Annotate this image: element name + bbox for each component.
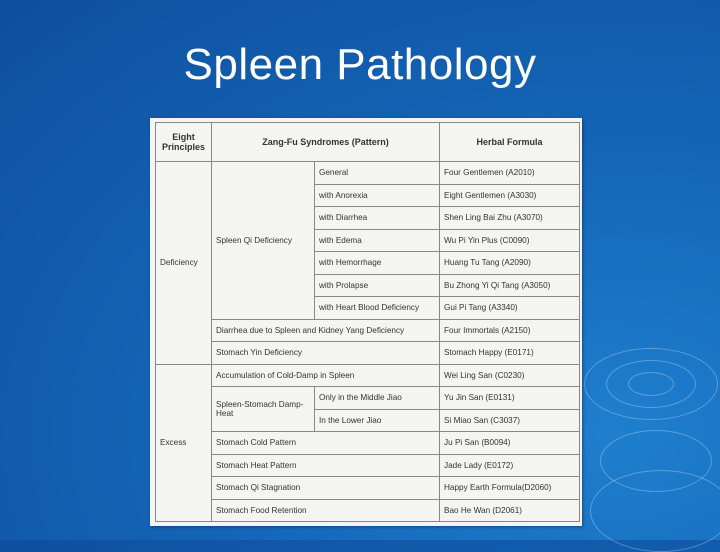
pattern-cell: Stomach Heat Pattern — [212, 454, 440, 477]
pattern-cell: with Diarrhea — [315, 207, 440, 230]
table-row — [156, 387, 580, 410]
group-spleen-qi-deficiency: Spleen Qi Deficiency — [212, 162, 315, 320]
pattern-cell: Stomach Food Retention — [212, 499, 440, 522]
spleen-pathology-table — [155, 122, 580, 522]
pattern-cell: with Edema — [315, 229, 440, 252]
formula-cell: Yu Jin San (E0131) — [440, 387, 580, 410]
header-eight-principles: Eight Principles — [156, 123, 212, 162]
table-row — [156, 477, 580, 500]
pattern-cell: Stomach Yin Deficiency — [212, 342, 440, 365]
scanned-table-image — [150, 118, 582, 526]
formula-cell: Stomach Happy (E0171) — [440, 342, 580, 365]
pattern-cell: with Anorexia — [315, 184, 440, 207]
formula-cell: Gui Pi Tang (A3340) — [440, 297, 580, 320]
formula-cell: Jade Lady (E0172) — [440, 454, 580, 477]
pattern-cell: Stomach Cold Pattern — [212, 432, 440, 455]
table-header-row — [156, 123, 580, 162]
pattern-cell: with Heart Blood Deficiency — [315, 297, 440, 320]
table-row — [156, 162, 580, 185]
group-spleen-stomach-damp-heat: Spleen-Stomach Damp-Heat — [212, 387, 315, 432]
table-row — [156, 499, 580, 522]
pattern-cell: with Hemorrhage — [315, 252, 440, 275]
pattern-cell: with Prolapse — [315, 274, 440, 297]
table-row — [156, 454, 580, 477]
table-row — [156, 342, 580, 365]
formula-cell: Shen Ling Bai Zhu (A3070) — [440, 207, 580, 230]
formula-cell: Four Immortals (A2150) — [440, 319, 580, 342]
formula-cell: Bu Zhong Yi Qi Tang (A3050) — [440, 274, 580, 297]
principle-excess: Excess — [156, 364, 212, 522]
principle-deficiency: Deficiency — [156, 162, 212, 365]
formula-cell: Bao He Wan (D2061) — [440, 499, 580, 522]
pattern-cell: Only in the Middle Jiao — [315, 387, 440, 410]
table-row — [156, 432, 580, 455]
pattern-cell: Diarrhea due to Spleen and Kidney Yang Deficiency — [212, 319, 440, 342]
pattern-cell: In the Lower Jiao — [315, 409, 440, 432]
formula-cell: Ju Pi San (B0094) — [440, 432, 580, 455]
header-herbal-formula: Herbal Formula — [440, 123, 580, 162]
pattern-cell: Accumulation of Cold-Damp in Spleen — [212, 364, 440, 387]
table-row — [156, 364, 580, 387]
slide-title: Spleen Pathology — [183, 40, 537, 89]
formula-cell: Huang Tu Tang (A2090) — [440, 252, 580, 275]
formula-cell: Happy Earth Formula(D2060) — [440, 477, 580, 500]
formula-cell: Four Gentlemen (A2010) — [440, 162, 580, 185]
pattern-cell: Stomach Qi Stagnation — [212, 477, 440, 500]
formula-cell: Si Miao San (C3037) — [440, 409, 580, 432]
formula-cell: Wu Pi Yin Plus (C0090) — [440, 229, 580, 252]
table-row — [156, 319, 580, 342]
formula-cell: Wei Ling San (C0230) — [440, 364, 580, 387]
formula-cell: Eight Gentlemen (A3030) — [440, 184, 580, 207]
header-zang-fu-syndromes: Zang-Fu Syndromes (Pattern) — [212, 123, 440, 162]
pattern-cell: General — [315, 162, 440, 185]
